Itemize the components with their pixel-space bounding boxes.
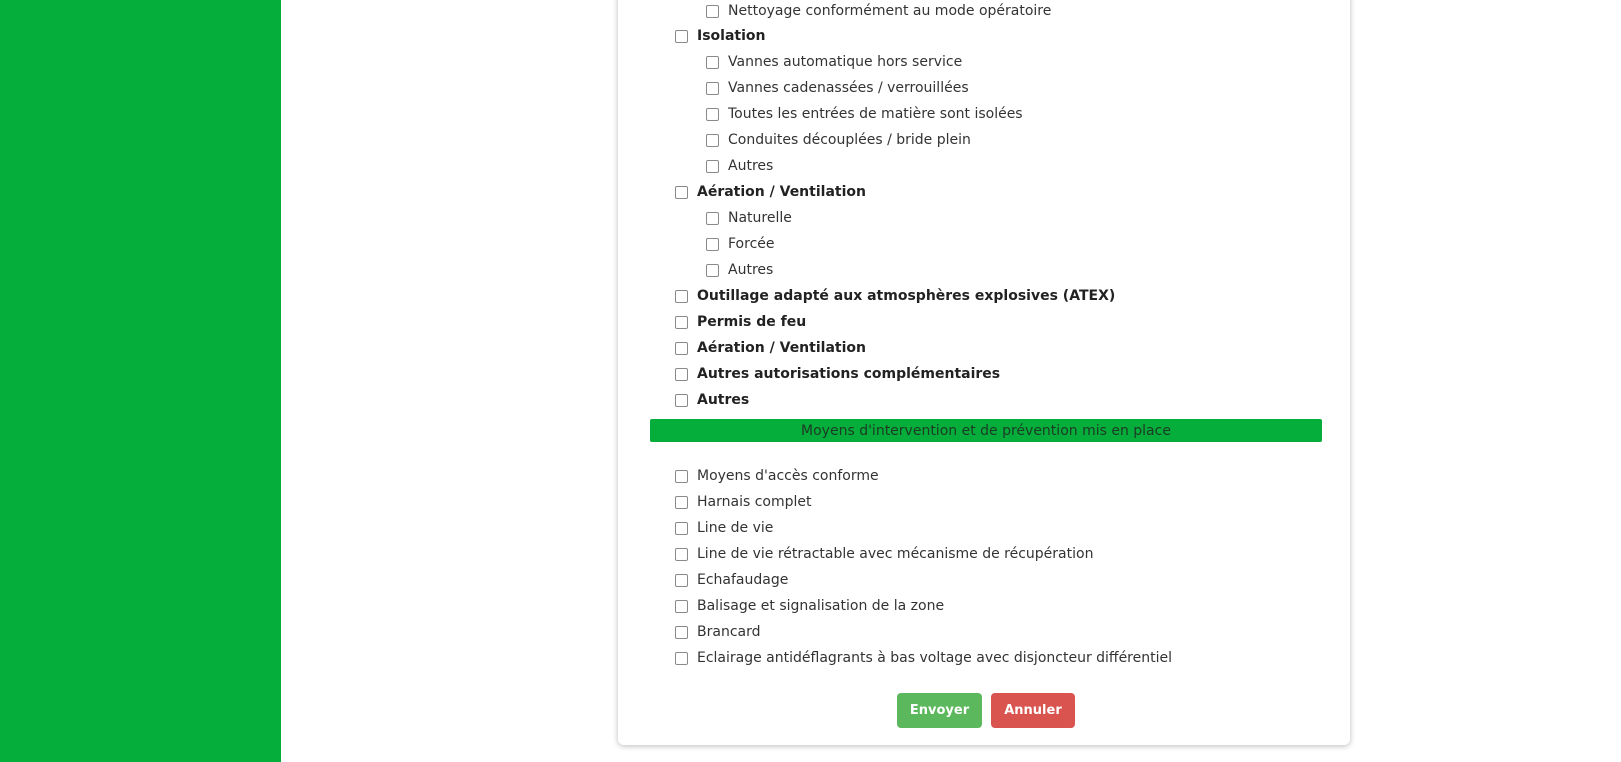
checkbox-nettoyage[interactable] (706, 1, 1051, 21)
checkbox-isolation-autres[interactable] (706, 156, 773, 176)
green-sidebar (0, 0, 281, 762)
checkbox-icon[interactable] (706, 212, 719, 225)
checkbox-conduites-decouplees[interactable] (706, 130, 971, 150)
checkbox-icon[interactable] (675, 548, 688, 561)
checkbox-icon[interactable] (675, 342, 688, 355)
checkbox-icon[interactable] (706, 5, 719, 18)
checkbox-icon[interactable] (706, 264, 719, 277)
checkbox-icon[interactable] (675, 652, 688, 665)
checkbox-label: Autres (728, 262, 774, 278)
checkbox-icon[interactable] (706, 108, 719, 121)
checkbox-outillage-atex[interactable] (675, 286, 1115, 306)
checkbox-isolation[interactable] (675, 26, 765, 46)
checkbox-icon[interactable] (675, 626, 688, 639)
cancel-button[interactable]: Annuler (991, 693, 1075, 728)
checkbox-label: Naturelle (728, 210, 792, 226)
section-header (650, 419, 1322, 442)
checkbox-icon[interactable] (675, 470, 688, 483)
checkbox-icon[interactable] (675, 496, 688, 509)
checkbox-label: Aération / Ventilation (697, 184, 866, 200)
checkbox-label: Line de vie (697, 520, 774, 536)
checkbox-aeration-ventilation-2[interactable] (675, 338, 866, 358)
checkbox-label: Aération / Ventilation (697, 340, 866, 356)
checkbox-naturelle[interactable] (706, 208, 792, 228)
checkbox-label: Conduites découplées / bride plein (728, 132, 971, 148)
checkbox-label: Vannes cadenassées / verrouillées (728, 80, 969, 96)
checkbox-label: Outillage adapté aux atmosphères explosives (ATEX) (697, 288, 1116, 304)
checkbox-icon[interactable] (675, 30, 688, 43)
checkbox-label: Harnais complet (697, 494, 812, 510)
checkbox-icon[interactable] (706, 160, 719, 173)
checkbox-vannes-hors-service[interactable] (706, 52, 962, 72)
checkbox-vannes-cadenassees[interactable] (706, 78, 969, 98)
checkbox-harnais-complet[interactable] (675, 492, 811, 512)
checkbox-brancard[interactable] (675, 622, 761, 642)
checkbox-balisage[interactable] (675, 596, 944, 616)
checkbox-label: Autres (728, 158, 774, 174)
checkbox-label: Vannes automatique hors service (728, 54, 963, 70)
checkbox-label: Isolation (697, 28, 766, 44)
checkbox-icon[interactable] (675, 394, 688, 407)
checkbox-label: Forcée (728, 236, 775, 252)
checkbox-label: Permis de feu (697, 314, 807, 330)
checkbox-icon[interactable] (675, 368, 688, 381)
checkbox-eclairage[interactable] (675, 648, 1172, 668)
checkbox-label: Brancard (697, 624, 761, 640)
checkbox-label: Autres (697, 392, 750, 408)
checkbox-label: Toutes les entrées de matière sont isolées (728, 106, 1023, 122)
checkbox-icon[interactable] (706, 56, 719, 69)
checkbox-forcee[interactable] (706, 234, 775, 254)
checkbox-line-de-vie[interactable] (675, 518, 773, 538)
checkbox-icon[interactable] (675, 186, 688, 199)
section-title: Moyens d'intervention et de prévention mis en place (801, 422, 1171, 439)
checkbox-label: Autres autorisations complémentaires (697, 366, 1001, 382)
checkbox-moyens-acces[interactable] (675, 466, 879, 486)
checkbox-aeration-ventilation[interactable] (675, 182, 866, 202)
checkbox-label: Line de vie rétractable avec mécanisme de récupération (697, 546, 1094, 562)
checkbox-label: Eclairage antidéflagrants à bas voltage avec disjoncteur différentiel (697, 650, 1172, 666)
checkbox-echafaudage[interactable] (675, 570, 788, 590)
checkbox-icon[interactable] (675, 600, 688, 613)
checkbox-label: Moyens d'accès conforme (697, 468, 879, 484)
checkbox-label: Echafaudage (697, 572, 789, 588)
checkbox-icon[interactable] (706, 82, 719, 95)
checkbox-ventilation-autres[interactable] (706, 260, 773, 280)
checkbox-icon[interactable] (706, 238, 719, 251)
checkbox-icon[interactable] (675, 574, 688, 587)
checkbox-entrees-isolees[interactable] (706, 104, 1023, 124)
checkbox-label: Nettoyage conformément au mode opératoire (728, 3, 1052, 19)
checkbox-icon[interactable] (706, 134, 719, 147)
checkbox-autres[interactable] (675, 390, 749, 410)
checkbox-icon[interactable] (675, 290, 688, 303)
send-button[interactable]: Envoyer (897, 693, 982, 728)
checkbox-autorisations-complementaires[interactable] (675, 364, 1000, 384)
checkbox-icon[interactable] (675, 316, 688, 329)
checkbox-icon[interactable] (675, 522, 688, 535)
checkbox-permis-de-feu[interactable] (675, 312, 806, 332)
checkbox-label: Balisage et signalisation de la zone (697, 598, 945, 614)
checkbox-line-de-vie-retractable[interactable] (675, 544, 1093, 564)
